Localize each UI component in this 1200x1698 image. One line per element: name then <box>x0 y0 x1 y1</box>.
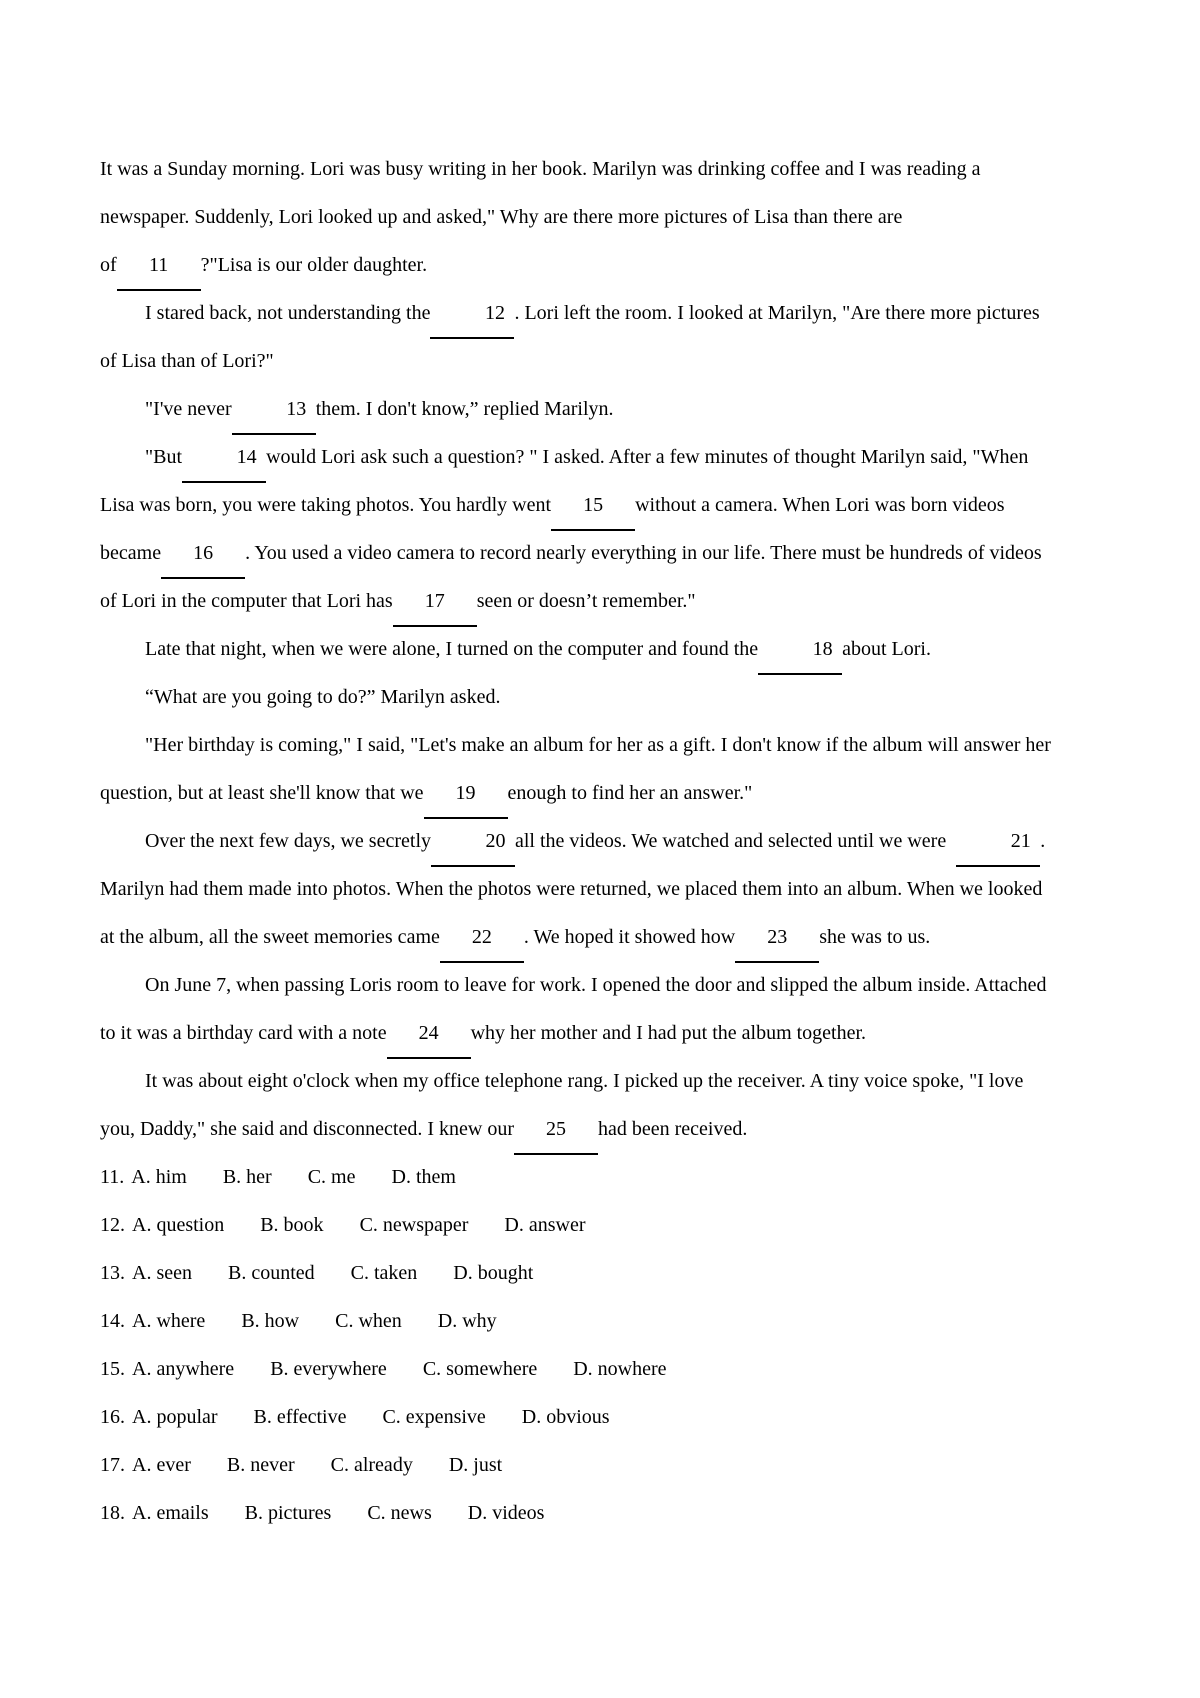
option-A: A. where <box>132 1310 206 1332</box>
option-B: B. counted <box>227 1262 315 1284</box>
passage-text: of Lori in the computer that Lori has <box>100 590 393 612</box>
passage-text: all the videos. We watched and selected until we were <box>515 830 957 852</box>
option-A: A. him <box>131 1166 187 1188</box>
question-number: 18. <box>100 1502 125 1524</box>
passage-text: without a camera. When Lori was born videos <box>635 494 1005 516</box>
question-number: 17. <box>100 1454 125 1476</box>
option-D: D. answer <box>504 1214 586 1236</box>
option-D: D. obvious <box>521 1406 610 1428</box>
passage-text: question, but at least she'll know that we <box>100 782 424 804</box>
passage-line <box>100 721 1115 769</box>
passage-text: to it was a birthday card with a note <box>100 1022 387 1044</box>
cloze-blank-25: 25 <box>514 1105 598 1155</box>
option-C: C. already <box>330 1454 413 1476</box>
option-D: D. why <box>437 1310 497 1332</box>
passage-text: Lisa was born, you were taking photos. You hardly went <box>100 494 552 516</box>
option-A: A. ever <box>132 1454 191 1476</box>
option-C: C. newspaper <box>359 1214 469 1236</box>
option-D: D. just <box>448 1454 503 1476</box>
passage-line <box>100 385 1115 433</box>
passage-text: enough to find her an answer." <box>507 782 753 804</box>
passage-text: “What are you going to do?” Marilyn asked. <box>145 686 501 708</box>
cloze-blank-13: 13 <box>232 385 316 435</box>
cloze-blank-17: 17 <box>393 577 477 627</box>
passage-text: of Lisa than of Lori?" <box>100 350 274 372</box>
passage-line <box>100 673 1115 721</box>
passage-line <box>100 193 1115 241</box>
question-row-12 <box>100 1201 1115 1249</box>
passage-text: about Lori. <box>842 638 931 660</box>
passage-line <box>100 529 1115 577</box>
option-B: B. how <box>241 1310 300 1332</box>
question-number: 12. <box>100 1214 125 1236</box>
passage-line <box>100 145 1115 193</box>
passage-text: "I've never <box>145 398 232 420</box>
option-C: C. me <box>307 1166 356 1188</box>
passage-line <box>100 241 1115 289</box>
passage-line <box>100 433 1115 481</box>
question-row-15 <box>100 1345 1115 1393</box>
passage-text: she was to us. <box>819 926 931 948</box>
question-number: 13. <box>100 1262 125 1284</box>
cloze-blank-19: 19 <box>424 769 508 819</box>
passage-text: . You used a video camera to record nearly everything in our life. There must be hundreds of videos <box>245 542 1042 564</box>
passage-text: I stared back, not understanding the <box>145 302 431 324</box>
passage-text: of <box>100 254 117 276</box>
cloze-blank-18: 18 <box>758 625 842 675</box>
cloze-blank-14: 14 <box>182 433 266 483</box>
option-C: C. somewhere <box>422 1358 538 1380</box>
question-row-13 <box>100 1249 1115 1297</box>
option-D: D. videos <box>467 1502 545 1524</box>
passage-text: On June 7, when passing Loris room to leave for work. I opened the door and slipped the album inside. Attached <box>145 974 1047 996</box>
passage-text: "But <box>145 446 183 468</box>
cloze-blank-15: 15 <box>551 481 635 531</box>
cloze-blank-20: 20 <box>431 817 515 867</box>
passage-line <box>100 817 1115 865</box>
option-D: D. them <box>391 1166 456 1188</box>
option-B: B. everywhere <box>270 1358 387 1380</box>
passage-text: would Lori ask such a question? " I asked. After a few minutes of thought Marilyn said, "When <box>266 446 1029 468</box>
question-number: 15. <box>100 1358 125 1380</box>
passage-text: . We hoped it showed how <box>523 926 736 948</box>
passage-text: It was about eight o'clock when my office telephone rang. I picked up the receiver. A tiny voice spoke, "I love <box>145 1070 1024 1092</box>
passage-line <box>100 289 1115 337</box>
passage-text: became <box>100 542 162 564</box>
passage-line <box>100 1057 1115 1105</box>
option-D: D. nowhere <box>573 1358 667 1380</box>
passage-text: them. I don't know,” replied Marilyn. <box>315 398 614 420</box>
passage-text: . <box>1040 830 1046 852</box>
passage-line <box>100 865 1115 913</box>
cloze-blank-12: 12 <box>430 289 514 339</box>
passage-text: you, Daddy," she said and disconnected. I knew our <box>100 1118 514 1140</box>
option-A: A. question <box>132 1214 225 1236</box>
option-C: C. when <box>335 1310 402 1332</box>
passage-text: "Her birthday is coming," I said, "Let's make an album for her as a gift. I don't know if the album will answer her <box>145 734 1051 756</box>
cloze-blank-11: 11 <box>117 241 201 291</box>
option-A: A. anywhere <box>132 1358 235 1380</box>
passage-text: It was a Sunday morning. Lori was busy writing in her book. Marilyn was drinking coffee and I was reading a <box>100 158 981 180</box>
question-row-11 <box>100 1153 1115 1201</box>
passage-text: why her mother and I had put the album together. <box>470 1022 867 1044</box>
option-D: D. bought <box>453 1262 534 1284</box>
passage-line <box>100 913 1115 961</box>
passage-text: Over the next few days, we secretly <box>145 830 431 852</box>
passage-text: at the album, all the sweet memories came <box>100 926 440 948</box>
cloze-blank-16: 16 <box>161 529 245 579</box>
passage-text: . Lori left the room. I looked at Marilyn, "Are there more pictures <box>514 302 1040 324</box>
question-number: 14. <box>100 1310 125 1332</box>
option-B: B. her <box>222 1166 272 1188</box>
option-A: A. emails <box>132 1502 209 1524</box>
question-list <box>100 1153 1115 1537</box>
question-row-17 <box>100 1441 1115 1489</box>
passage-text: had been received. <box>597 1118 748 1140</box>
option-B: B. book <box>260 1214 324 1236</box>
passage-line <box>100 337 1115 385</box>
passage-text: Late that night, when we were alone, I turned on the computer and found the <box>145 638 759 660</box>
option-C: C. news <box>367 1502 432 1524</box>
passage-text: newspaper. Suddenly, Lori looked up and asked," Why are there more pictures of Lisa than there are <box>100 206 903 228</box>
passage-line <box>100 1105 1115 1153</box>
document-content <box>100 145 1115 1537</box>
passage-line <box>100 1009 1115 1057</box>
cloze-blank-21: 21 <box>956 817 1040 867</box>
option-A: A. popular <box>132 1406 218 1428</box>
question-row-14 <box>100 1297 1115 1345</box>
passage-text: seen or doesn’t remember." <box>476 590 696 612</box>
passage <box>100 145 1115 1153</box>
passage-line <box>100 481 1115 529</box>
cloze-blank-23: 23 <box>735 913 819 963</box>
option-B: B. effective <box>253 1406 347 1428</box>
question-number: 16. <box>100 1406 125 1428</box>
option-B: B. never <box>226 1454 295 1476</box>
passage-text: ?"Lisa is our older daughter. <box>200 254 428 276</box>
passage-line <box>100 577 1115 625</box>
option-C: C. expensive <box>382 1406 486 1428</box>
question-row-18 <box>100 1489 1115 1537</box>
passage-line <box>100 625 1115 673</box>
question-number: 11. <box>100 1166 125 1188</box>
passage-line <box>100 769 1115 817</box>
option-B: B. pictures <box>244 1502 332 1524</box>
question-row-16 <box>100 1393 1115 1441</box>
passage-line <box>100 961 1115 1009</box>
option-C: C. taken <box>350 1262 418 1284</box>
option-A: A. seen <box>132 1262 192 1284</box>
cloze-blank-22: 22 <box>440 913 524 963</box>
cloze-blank-24: 24 <box>387 1009 471 1059</box>
passage-text: Marilyn had them made into photos. When the photos were returned, we placed them into an album. When we looked <box>100 878 1043 900</box>
